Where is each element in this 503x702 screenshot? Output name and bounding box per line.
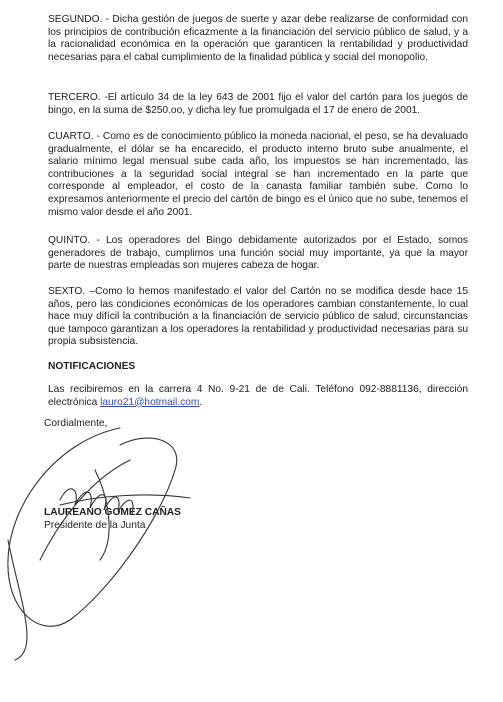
paragraph-cuarto: CUARTO. - Como es de conocimiento público la moneda nacional, el peso, se ha devaluado gradualmente, el dólar se ha encarecido, el producto interno bruto sube anualmente, el salario mínimo legal mensual sube cada año, los impuestos se han incrementado, las contribuciones a la seguridad social integral se han incrementado en la parte que corresponde al empleador, el costo de la canasta familiar también sube. Como lo expresamos anteriormente el precio del cartón de bingo es el único que no sube, tenemos el mismo valor desde el año 2001.	[48, 131, 468, 218]
notificaciones-address: Las recibiremos en la carrera 4 No. 9-21 de de Cali. Teléfono 092-8881136, dirección electrónica	[48, 384, 468, 408]
notificaciones-period: .	[199, 396, 203, 408]
email-link[interactable]: lauro21@hotmail.com	[100, 396, 200, 408]
notificaciones-heading: NOTIFICACIONES	[48, 361, 136, 372]
signer-title: Presidente de la Junta	[44, 520, 146, 531]
notificaciones-text	[48, 384, 468, 409]
signer-name: LAUREANO GOMEZ CAÑAS	[44, 507, 181, 518]
paragraph-sexto: SEXTO. –Como lo hemos manifestado el valor del Cartón no se modifica desde hace 15 años, pero las condiciones económicas de los operadores cambian constantemente, lo cual hace muy difícil la contribución a la financiación de servicio público de salud, circunstancias que tampoco garantizan a los operadores la rentabilidad y productividad necesarias para su propia subsistencia.	[48, 286, 468, 348]
closing-text: Cordialmente,	[44, 418, 108, 429]
paragraph-quinto: QUINTO. - Los operadores del Bingo debidamente autorizados por el Estado, somos generadores de trabajo, cumplimos una función social muy importante, ya que la mayor parte de nuestras empleadas son mujeres cabeza de hogar.	[48, 235, 468, 272]
paragraph-segundo: SEGUNDO. - Dicha gestión de juegos de suerte y azar debe realizarse de conformidad con los principios de contribución eficazmente a la financiación del servicio público de salud, y a la racionalidad económica en la operación que garanticen la rentabilidad y productividad necesarias para el cabal cumplimiento de la finalidad pública y social del monopolio.	[48, 14, 468, 63]
paragraph-tercero: TERCERO. -El artículo 34 de la ley 643 de 2001 fijo el valor del cartón para los juegos de bingo, en la suma de $250.oo, y dicha ley fue promulgada el 17 de enero de 2001.	[48, 92, 468, 116]
